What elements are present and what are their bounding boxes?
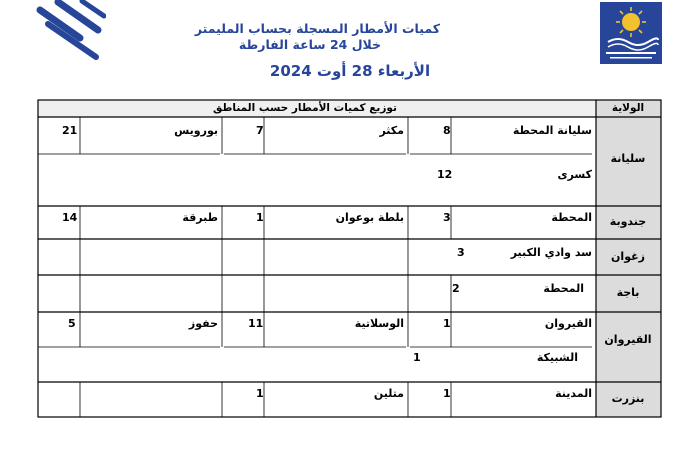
rain-value: 21 xyxy=(62,124,78,137)
station-name: بلطة بوعوان xyxy=(335,211,404,224)
rain-value: 2 xyxy=(452,282,460,295)
station-name: الشبيكة xyxy=(536,351,578,364)
rain-value: 1 xyxy=(443,317,451,330)
station-name: المدينة xyxy=(555,387,592,400)
station-name: حفوز xyxy=(188,317,218,330)
state-bizerte: بنزرت xyxy=(611,392,645,405)
station-name: كسرى xyxy=(557,168,592,181)
state-kairouan: القيروان xyxy=(604,333,652,346)
rain-value: 1 xyxy=(256,387,264,400)
report-date: الأربعاء 28 أوت 2024 xyxy=(269,62,431,80)
station-name: طبرقة xyxy=(182,211,218,224)
header-distribution: توزيع كميات الأمطار حسب المناطق xyxy=(213,102,397,114)
station-name: مكثر xyxy=(379,124,404,137)
rain-value: 12 xyxy=(437,168,453,181)
rain-value: 14 xyxy=(62,211,78,224)
rain-value: 1 xyxy=(256,211,264,224)
rain-value: 1 xyxy=(443,387,451,400)
state-jendouba: جندوبة xyxy=(609,215,647,228)
station-name: المحطة xyxy=(551,211,592,224)
station-name: متلين xyxy=(373,387,404,400)
station-name: المحطة xyxy=(543,282,584,295)
rain-value: 7 xyxy=(256,124,264,137)
rain-value: 5 xyxy=(68,317,76,330)
station-name: بورويس xyxy=(174,124,218,137)
station-name: القيروان xyxy=(544,317,592,330)
page-title: كميات الأمطار المسجلة بحساب المليمتر xyxy=(194,21,440,36)
rain-value: 11 xyxy=(248,317,264,330)
rain-value: 8 xyxy=(443,124,451,137)
state-zaghouan: زغوان xyxy=(611,250,645,263)
rain-value: 3 xyxy=(443,211,451,224)
station-name: سليانة المحطة xyxy=(512,124,592,137)
rain-value: 1 xyxy=(413,351,421,364)
rain-value: 3 xyxy=(457,246,465,259)
page-subtitle: خلال 24 ساعة الفارطة xyxy=(238,37,382,52)
station-name: الوسلاتية xyxy=(354,317,404,330)
header-state: الولاية xyxy=(611,102,645,114)
state-beja: باجة xyxy=(616,286,640,299)
state-siliana: سليانة xyxy=(610,152,646,165)
station-name: سد وادي الكبير xyxy=(510,246,592,259)
